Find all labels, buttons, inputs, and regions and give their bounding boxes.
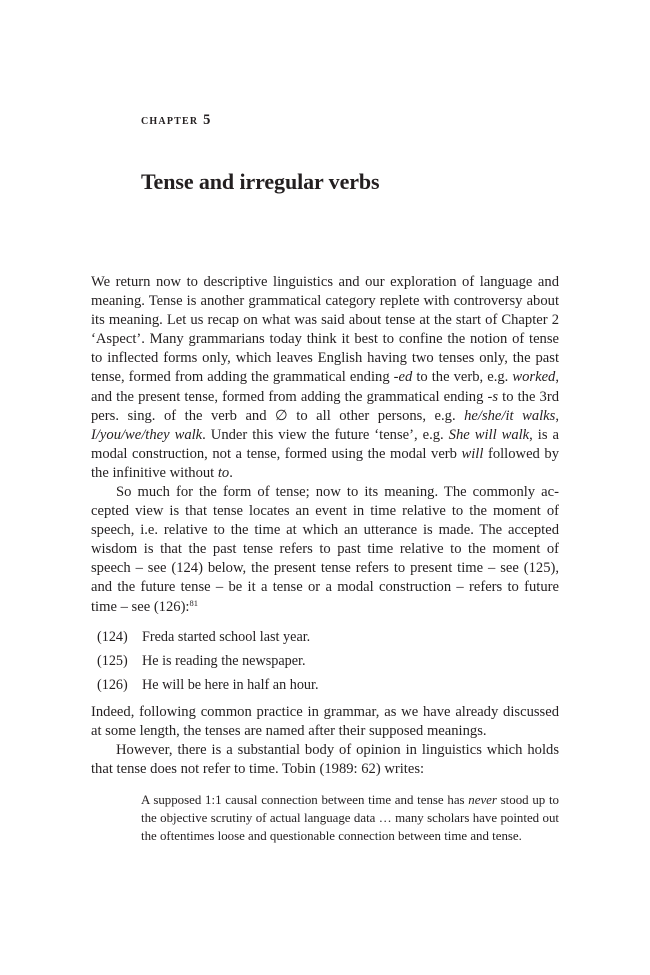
example-sentence: He is reading the newspaper.: [142, 653, 306, 669]
italic-term: -ed: [393, 369, 413, 386]
paragraph-1: [91, 273, 559, 483]
italic-term: he/she/it walks: [464, 407, 556, 424]
example-number: (126): [97, 677, 128, 693]
italic-term: to: [217, 464, 230, 481]
example-sentence: Freda started school last year.: [142, 629, 311, 645]
italic-term: I/you/we/they walk: [91, 426, 203, 443]
block-quote: [141, 791, 559, 845]
text-run: , and the present tense, formed from adding the grammatical ending: [91, 369, 559, 405]
example-item: [97, 676, 557, 700]
text-run: stood up to the objective scrutiny of actual language data … many scholars have pointed out the oftentimes loose and questionable connection between time and tense.: [141, 793, 559, 843]
footnote-marker[interactable]: 81: [189, 597, 198, 608]
text-run: ,: [555, 407, 559, 424]
example-number: (125): [97, 653, 128, 669]
paragraph-3: Indeed, following common practice in grammar, as we have already discussed at some length, the tenses are named after their supposed meanings.: [91, 704, 559, 740]
text-run: A supposed 1:1 causal connection between time and tense has: [141, 793, 469, 807]
italic-term: -s: [487, 388, 499, 405]
example-number: (124): [97, 629, 128, 645]
text-run: to the verb, e.g.: [412, 369, 513, 386]
italic-term: never: [468, 793, 497, 807]
example-sentence: He will be here in half an hour.: [142, 677, 319, 693]
italic-term: worked: [512, 369, 556, 386]
paragraph-2: [91, 483, 559, 617]
text-run: So much for the form of tense; now to its meaning. The commonly accepted view is that tense locates an event in time relative to the moment of speech, i.e. relative to the time at which an utterance is made. The accepted wisdom is that the past tense refers to past time relative to the moment of speech – see (124) below, the present tense refers to present time – see (125), and the future tense – be it a tense or a modal construction – refers to future time – see (126):: [91, 484, 559, 615]
chapter-label: chapter 5: [141, 112, 212, 128]
text-run: , is a modal construction, not a tense, formed using the modal verb: [91, 426, 559, 462]
italic-term: She will walk: [448, 426, 530, 443]
italic-term: will: [461, 445, 484, 462]
paragraph-4: However, there is a substantial body of opinion in linguistics which holds that tense does not refer to time. Tobin (1989: 62) writes:: [91, 742, 559, 778]
text-run: .: [229, 464, 233, 481]
text-run: . Under this view the future ‘tense’, e.g.: [202, 426, 449, 443]
example-item: [97, 628, 557, 652]
example-item: [97, 652, 557, 676]
chapter-title: Tense and irregular verbs: [141, 169, 380, 194]
example-list: [97, 628, 557, 700]
text-run: to the 3rd pers. sing. of the verb and ∅ to all other persons, e.g.: [91, 388, 559, 424]
text-run: We return now to descriptive linguistics and our exploration of language and meaning. Tense is another grammatical category replete with controversy about its meaning. Let us recap on what was said about tense at the start of Chapter 2 ‘Aspect’. Many grammarians today think it best to confine the notion of tense to inflected forms only, which leaves English having two tenses only, the past tense, formed from adding the grammatical ending: [91, 274, 559, 386]
text-run: followed by the infinitive without: [91, 445, 559, 481]
